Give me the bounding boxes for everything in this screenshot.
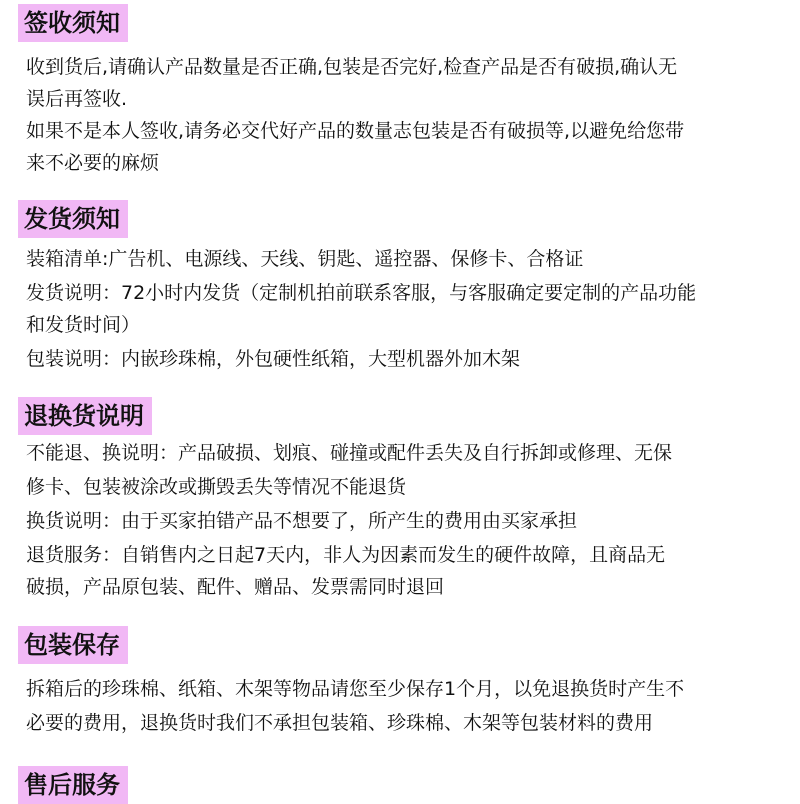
- text-line: 装箱清单:广告机、电源线、天线、钥匙、遥控器、保修卡、合格证: [26, 248, 584, 270]
- text-line: 修卡、包装被涂改或撕毁丢失等情况不能退货: [26, 476, 407, 498]
- text-line: 包装说明：内嵌珍珠棉，外包硬性纸箱，大型机器外加木架: [26, 348, 521, 370]
- section-heading-sign-receipt: 签收须知: [18, 4, 128, 42]
- section-heading-returns: 退换货说明: [18, 397, 152, 435]
- text-line: 误后再签收.: [26, 88, 128, 110]
- text-line: 不能退、换说明：产品破损、划痕、碰撞或配件丢失及自行拆卸或修理、无保: [26, 442, 673, 464]
- section-heading-after-sales: 售后服务: [18, 766, 128, 804]
- section-heading-packaging-storage: 包装保存: [18, 626, 128, 664]
- text-line: 如果不是本人签收,请务必交代好产品的数量志包装是否有破损等,以避免给您带: [26, 120, 685, 142]
- text-line: 拆箱后的珍珠棉、纸箱、木架等物品请您至少保存1个月，以免退换货时产生不: [26, 678, 685, 700]
- text-line: 破损，产品原包装、配件、赠品、发票需同时退回: [26, 576, 445, 598]
- text-line: 来不必要的麻烦: [26, 152, 160, 174]
- text-line: 收到货后,请确认产品数量是否正确,包装是否完好,检查产品是否有破损,确认无: [26, 56, 678, 78]
- text-line: 换货说明：由于买家拍错产品不想要了，所产生的费用由买家承担: [26, 510, 578, 532]
- text-line: 必要的费用，退换货时我们不承担包装箱、珍珠棉、木架等包装材料的费用: [26, 712, 654, 734]
- text-line: 发货说明：72小时内发货（定制机拍前联系客服，与客服确定要定制的产品功能: [26, 282, 697, 304]
- text-line: 和发货时间）: [26, 314, 141, 336]
- text-line: 退货服务：自销售内之日起7天内，非人为因素而发生的硬件故障，且商品无: [26, 544, 666, 566]
- section-heading-shipping: 发货须知: [18, 200, 128, 238]
